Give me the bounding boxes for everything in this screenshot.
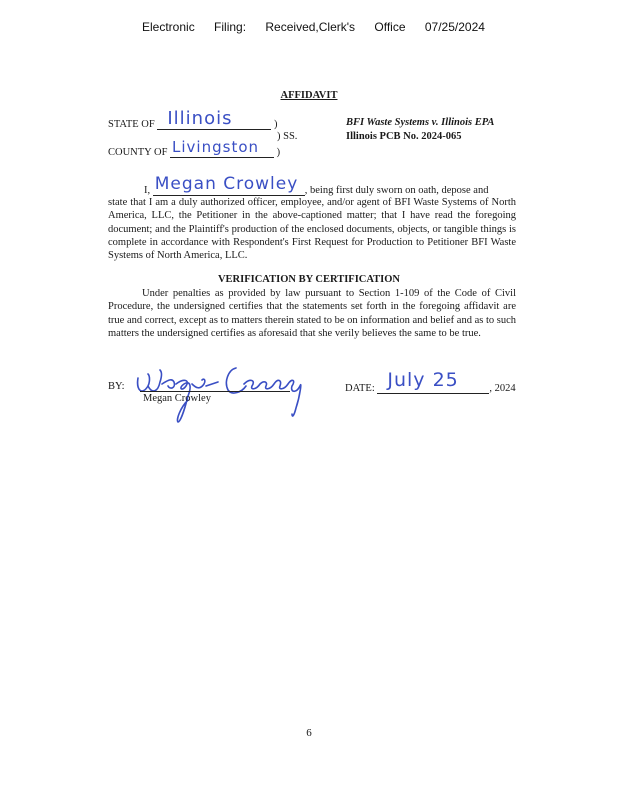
affiant-suffix: , being first duly sworn on oath, depose and [304,185,489,196]
county-line [108,138,281,158]
header-office: Office [374,20,406,34]
affiant-first-line [144,174,516,196]
affiant-paragraph: state that I am a duly authorized officer, employee, and/or agent of BFI Waste Systems of North America, LLC, the Petitioner in the above-captioned matter; that I have read the foregoing document; and the Plaintiff's production of the enclosed documents, objects, or tangible things is complete in accordance with Respondent's First Request for Production to Petitioner BFI Waste Systems of North America, LLC. [108,197,516,262]
affiant-handwritten-name: Megan Crowley [154,174,299,194]
affiant-name-field [153,174,305,196]
signature-image [132,356,312,428]
date-handwritten-value: July 25 [387,369,459,391]
case-number: Illinois PCB No. 2024-065 [346,131,462,142]
date-line [345,369,516,394]
signature-line [140,391,290,392]
state-field [157,108,271,130]
date-field [377,369,489,394]
date-year: , 2024 [489,383,516,394]
header-filing: Filing: [214,20,247,34]
verification-paragraph: Under penalties as provided by law pursuant to Section 1-109 of the Code of Civil Procedure, the undersigned certifies that the statements set forth in the foregoing affidavit are true and correct, except as to matters therein stated to be on information and belief and as to such matters the undersigned certifies as aforesaid that she verily believes the same to be true. [108,288,516,339]
by-label: BY: [108,381,125,392]
county-field [170,138,274,158]
state-handwritten-value: Illinois [167,108,233,129]
case-name: BFI Waste Systems v. Illinois EPA [346,117,495,128]
document-title: AFFIDAVIT [280,90,338,101]
verification-heading: VERIFICATION BY CERTIFICATION [217,274,401,285]
header-received: Received,Clerk's [265,20,356,34]
printed-name: Megan Crowley [143,393,211,404]
county-paren: ) [276,147,281,158]
state-paren: ) [273,119,278,130]
header-electronic: Electronic [142,20,195,34]
header-date: 07/25/2024 [424,20,485,34]
page-number: 6 [306,727,312,739]
date-label: DATE: [345,383,375,394]
county-label: COUNTY OF [108,147,168,158]
filing-header [142,20,499,34]
affiant-prefix: I, [144,185,151,196]
state-label: STATE OF [108,119,155,130]
state-line [108,108,278,130]
county-handwritten-value: Livingston [172,138,260,156]
ss-line: ) SS. [277,131,298,142]
